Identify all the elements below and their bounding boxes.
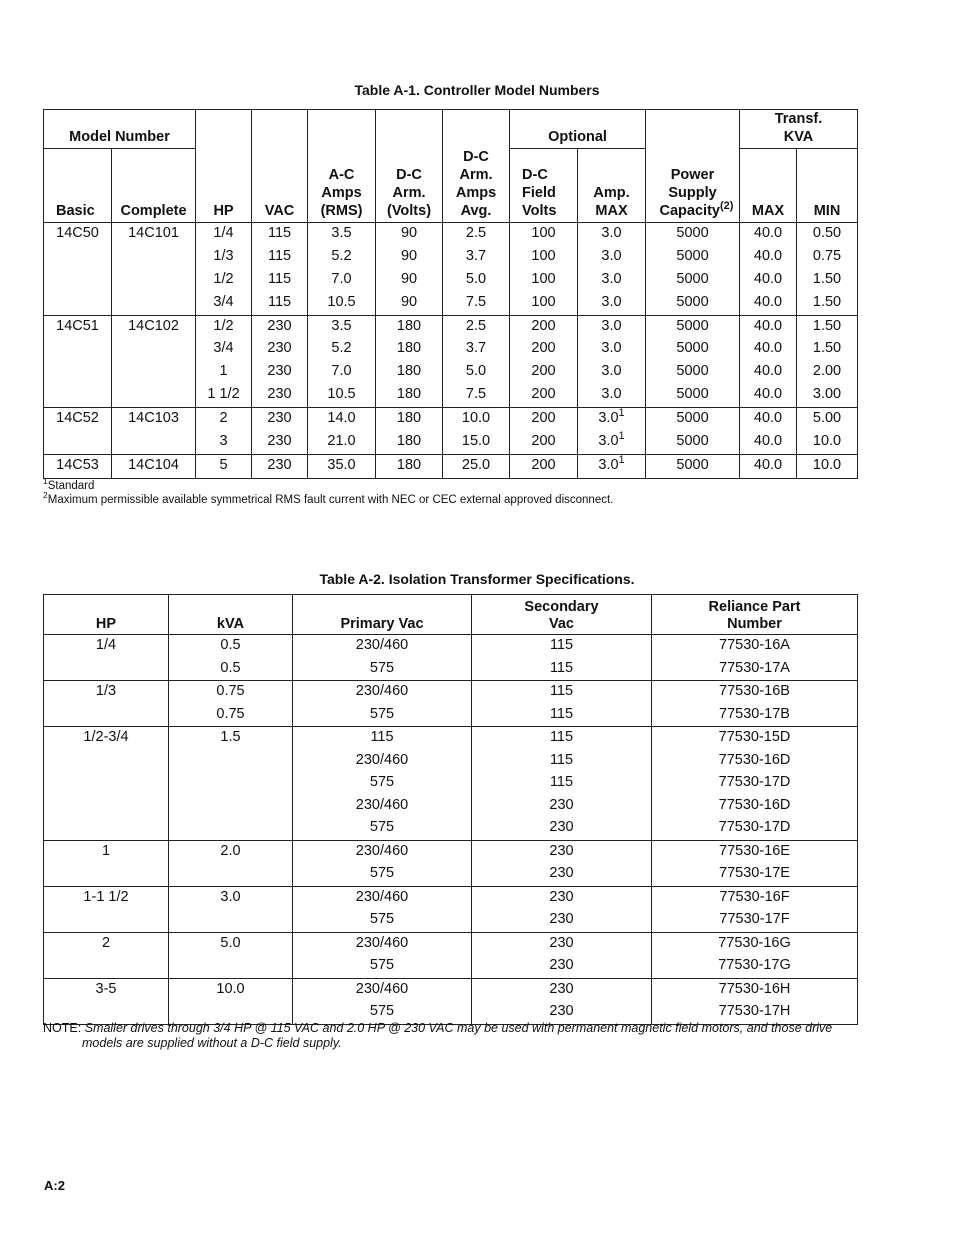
cell-basic <box>44 246 112 269</box>
table-row <box>44 978 858 1001</box>
table-row <box>44 750 858 773</box>
cell-kva: 1.5 <box>169 727 293 750</box>
cell-hp: 1/3 <box>44 681 169 704</box>
cell-ps: 5000 <box>646 292 740 315</box>
table-row <box>44 704 858 727</box>
power-supply-footnote-mark: (2) <box>719 200 734 213</box>
cell-dca: 7.5 <box>443 292 510 315</box>
table-row <box>44 658 858 681</box>
page-number: A:2 <box>44 1178 65 1193</box>
cell-vac: 230 <box>252 338 308 361</box>
header-ac-amps: A-C Amps (RMS) <box>308 110 376 223</box>
cell-complete <box>112 338 196 361</box>
t2-header-part: Reliance Part Number <box>652 595 858 635</box>
cell-min: 0.75 <box>797 246 858 269</box>
header-dc-arm-amps: D-C Arm. Amps Avg. <box>443 110 510 223</box>
cell-amp: 3.0 <box>578 338 646 361</box>
footnote-1: $^1$Standard <box>43 476 95 492</box>
table-row <box>44 408 858 431</box>
header-hp: HP <box>196 110 252 223</box>
cell-field: 200 <box>510 338 578 361</box>
cell-kva: 5.0 <box>169 932 293 955</box>
cell-hp <box>44 772 169 795</box>
cell-dcv: 90 <box>376 292 443 315</box>
cell-ps: 5000 <box>646 431 740 454</box>
cell-dcv: 180 <box>376 315 443 338</box>
cell-hp: 1-1 1/2 <box>44 886 169 909</box>
cell-hp: 1/4 <box>196 223 252 246</box>
cell-hp <box>44 704 169 727</box>
cell-hp <box>44 795 169 818</box>
cell-dcv: 180 <box>376 361 443 384</box>
cell-ps: 5000 <box>646 384 740 407</box>
cell-amp: 3.0 <box>578 361 646 384</box>
table-row <box>44 246 858 269</box>
header-min: MIN <box>797 149 858 223</box>
cell-max: 40.0 <box>740 338 797 361</box>
cell-hp: 5 <box>196 454 252 478</box>
cell-hp <box>44 909 169 932</box>
cell-ac: 14.0 <box>308 408 376 431</box>
isolation-transformer-table <box>43 594 858 1025</box>
cell-dca: 2.5 <box>443 223 510 246</box>
cell-ac: 3.5 <box>308 315 376 338</box>
header-basic: Basic <box>44 149 112 223</box>
cell-basic: 14C50 <box>44 223 112 246</box>
cell-dca: 3.7 <box>443 338 510 361</box>
cell-kva <box>169 750 293 773</box>
header-optional: Optional <box>510 110 646 149</box>
note <box>43 1021 843 1051</box>
cell-dcv: 90 <box>376 246 443 269</box>
cell-ac: 7.0 <box>308 361 376 384</box>
cell-field: 200 <box>510 315 578 338</box>
cell-secondary: 230 <box>472 1001 652 1024</box>
cell-ps: 5000 <box>646 338 740 361</box>
cell-part: 77530-16D <box>652 750 858 773</box>
cell-ps: 5000 <box>646 454 740 478</box>
cell-vac: 115 <box>252 269 308 292</box>
table-row <box>44 840 858 863</box>
cell-vac: 115 <box>252 292 308 315</box>
cell-amp: $3.0^1$ <box>578 431 646 454</box>
cell-dca: 3.7 <box>443 246 510 269</box>
table-row <box>44 795 858 818</box>
cell-basic <box>44 269 112 292</box>
cell-primary: 575 <box>293 1001 472 1024</box>
table-row <box>44 635 858 658</box>
cell-max: 40.0 <box>740 292 797 315</box>
cell-primary: 575 <box>293 658 472 681</box>
cell-hp: 1 <box>44 840 169 863</box>
cell-hp <box>44 863 169 886</box>
cell-ps: 5000 <box>646 223 740 246</box>
cell-ps: 5000 <box>646 269 740 292</box>
cell-hp: 3/4 <box>196 292 252 315</box>
cell-field: 100 <box>510 223 578 246</box>
cell-secondary: 115 <box>472 704 652 727</box>
note-label: NOTE: <box>43 1021 82 1035</box>
cell-secondary: 115 <box>472 681 652 704</box>
cell-amp: 3.0 <box>578 246 646 269</box>
footnote-2-mark: 2 <box>43 490 48 500</box>
cell-min: 3.00 <box>797 384 858 407</box>
cell-vac: 230 <box>252 408 308 431</box>
header-power-supply: Power Supply Capacity$^{(2)}$ <box>646 110 740 223</box>
table-row <box>44 223 858 246</box>
cell-primary: 115 <box>293 727 472 750</box>
cell-complete <box>112 431 196 454</box>
cell-kva: 3.0 <box>169 886 293 909</box>
cell-complete <box>112 384 196 407</box>
header-max: MAX <box>740 149 797 223</box>
t2-header-primary: Primary Vac <box>293 595 472 635</box>
cell-part: 77530-16E <box>652 840 858 863</box>
cell-hp: 2 <box>196 408 252 431</box>
cell-dcv: 180 <box>376 408 443 431</box>
cell-hp: 3 <box>196 431 252 454</box>
cell-complete <box>112 292 196 315</box>
cell-secondary: 115 <box>472 727 652 750</box>
cell-ac: 21.0 <box>308 431 376 454</box>
cell-hp: 1/4 <box>44 635 169 658</box>
cell-secondary: 230 <box>472 886 652 909</box>
footnote-mark: 1 <box>618 430 625 443</box>
cell-primary: 230/460 <box>293 795 472 818</box>
cell-basic <box>44 384 112 407</box>
cell-min: 1.50 <box>797 315 858 338</box>
cell-kva: 0.75 <box>169 681 293 704</box>
cell-dca: 5.0 <box>443 269 510 292</box>
note-line-1: Smaller drives through 3/4 HP @ 115 VAC and 2.0 HP @ 230 VAC may be used with permanent magnetic field motors, and those drive <box>84 1021 833 1035</box>
cell-vac: 115 <box>252 223 308 246</box>
cell-hp: 2 <box>44 932 169 955</box>
cell-amp: 3.0 <box>578 292 646 315</box>
cell-hp <box>44 750 169 773</box>
cell-min: 1.50 <box>797 292 858 315</box>
cell-kva <box>169 795 293 818</box>
cell-complete <box>112 246 196 269</box>
cell-secondary: 230 <box>472 932 652 955</box>
table-row <box>44 315 858 338</box>
cell-field: 200 <box>510 454 578 478</box>
cell-amp: 3.0 <box>578 223 646 246</box>
cell-part: 77530-17E <box>652 863 858 886</box>
cell-dca: 10.0 <box>443 408 510 431</box>
cell-vac: 115 <box>252 246 308 269</box>
cell-primary: 575 <box>293 772 472 795</box>
cell-min: 10.0 <box>797 431 858 454</box>
cell-primary: 230/460 <box>293 635 472 658</box>
cell-ac: 10.5 <box>308 384 376 407</box>
footnote-mark: 1 <box>618 407 625 420</box>
cell-min: 10.0 <box>797 454 858 478</box>
table-row <box>44 817 858 840</box>
cell-ac: 3.5 <box>308 223 376 246</box>
cell-primary: 575 <box>293 955 472 978</box>
cell-secondary: 230 <box>472 978 652 1001</box>
header-amp-max: Amp. MAX <box>578 149 646 223</box>
cell-min: 0.50 <box>797 223 858 246</box>
cell-part: 77530-16G <box>652 932 858 955</box>
cell-complete: 14C103 <box>112 408 196 431</box>
table-row <box>44 681 858 704</box>
header-dc-field-volts: D-C Field Volts <box>510 149 578 223</box>
cell-dca: 2.5 <box>443 315 510 338</box>
cell-primary: 575 <box>293 704 472 727</box>
cell-part: 77530-17G <box>652 955 858 978</box>
cell-field: 200 <box>510 361 578 384</box>
cell-part: 77530-17D <box>652 817 858 840</box>
cell-secondary: 230 <box>472 840 652 863</box>
cell-amp: 3.0 <box>578 269 646 292</box>
cell-secondary: 230 <box>472 909 652 932</box>
cell-basic <box>44 338 112 361</box>
cell-kva: 0.5 <box>169 635 293 658</box>
cell-max: 40.0 <box>740 315 797 338</box>
cell-dca: 15.0 <box>443 431 510 454</box>
cell-hp: 3-5 <box>44 978 169 1001</box>
cell-dca: 5.0 <box>443 361 510 384</box>
cell-hp: 3/4 <box>196 338 252 361</box>
cell-basic: 14C51 <box>44 315 112 338</box>
cell-max: 40.0 <box>740 246 797 269</box>
table-row <box>44 269 858 292</box>
note-line-2: models are supplied without a D-C field supply. <box>82 1036 342 1050</box>
cell-hp <box>44 955 169 978</box>
cell-hp <box>44 658 169 681</box>
table-row <box>44 955 858 978</box>
cell-kva <box>169 863 293 886</box>
cell-kva: 10.0 <box>169 978 293 1001</box>
cell-min: 1.50 <box>797 338 858 361</box>
cell-secondary: 115 <box>472 635 652 658</box>
cell-vac: 230 <box>252 431 308 454</box>
cell-part: 77530-15D <box>652 727 858 750</box>
cell-part: 77530-17A <box>652 658 858 681</box>
table1-caption: Table A-1. Controller Model Numbers <box>354 82 600 98</box>
cell-dcv: 180 <box>376 454 443 478</box>
cell-basic: 14C52 <box>44 408 112 431</box>
cell-max: 40.0 <box>740 269 797 292</box>
cell-secondary: 115 <box>472 750 652 773</box>
cell-part: 77530-17H <box>652 1001 858 1024</box>
cell-min: 1.50 <box>797 269 858 292</box>
cell-vac: 230 <box>252 315 308 338</box>
cell-primary: 575 <box>293 863 472 886</box>
cell-kva: 0.5 <box>169 658 293 681</box>
cell-ps: 5000 <box>646 246 740 269</box>
cell-vac: 230 <box>252 384 308 407</box>
cell-part: 77530-17B <box>652 704 858 727</box>
cell-dcv: 180 <box>376 384 443 407</box>
cell-secondary: 230 <box>472 955 652 978</box>
cell-part: 77530-17D <box>652 772 858 795</box>
cell-min: 5.00 <box>797 408 858 431</box>
cell-ps: 5000 <box>646 408 740 431</box>
cell-field: 200 <box>510 431 578 454</box>
cell-part: 77530-16F <box>652 886 858 909</box>
header-vac: VAC <box>252 110 308 223</box>
cell-ac: 35.0 <box>308 454 376 478</box>
cell-primary: 230/460 <box>293 681 472 704</box>
cell-field: 100 <box>510 292 578 315</box>
cell-primary: 575 <box>293 909 472 932</box>
table-row <box>44 863 858 886</box>
cell-ac: 10.5 <box>308 292 376 315</box>
cell-kva: 0.75 <box>169 704 293 727</box>
header-complete: Complete <box>112 149 196 223</box>
t2-header-kva: kVA <box>169 595 293 635</box>
cell-field: 100 <box>510 269 578 292</box>
cell-min: 2.00 <box>797 361 858 384</box>
cell-basic <box>44 292 112 315</box>
cell-part: 77530-16H <box>652 978 858 1001</box>
table-row <box>44 292 858 315</box>
cell-part: 77530-16D <box>652 795 858 818</box>
footnote-1-mark: 1 <box>43 476 48 486</box>
cell-dcv: 180 <box>376 431 443 454</box>
cell-dcv: 90 <box>376 269 443 292</box>
cell-amp: 3.0 <box>578 384 646 407</box>
cell-primary: 575 <box>293 817 472 840</box>
table-row <box>44 932 858 955</box>
cell-max: 40.0 <box>740 454 797 478</box>
table-row <box>44 909 858 932</box>
cell-primary: 230/460 <box>293 932 472 955</box>
cell-kva: 2.0 <box>169 840 293 863</box>
cell-ac: 5.2 <box>308 246 376 269</box>
header-model-number: Model Number <box>44 110 196 149</box>
table-row <box>44 338 858 361</box>
table-row <box>44 384 858 407</box>
cell-part: 77530-16B <box>652 681 858 704</box>
cell-dcv: 180 <box>376 338 443 361</box>
cell-primary: 230/460 <box>293 886 472 909</box>
table-row <box>44 361 858 384</box>
cell-ps: 5000 <box>646 315 740 338</box>
table-row <box>44 431 858 454</box>
cell-kva <box>169 817 293 840</box>
cell-field: 100 <box>510 246 578 269</box>
table-row <box>44 727 858 750</box>
cell-basic: 14C53 <box>44 454 112 478</box>
cell-dca: 7.5 <box>443 384 510 407</box>
cell-hp: 1/2 <box>196 269 252 292</box>
cell-amp: $3.0^1$ <box>578 454 646 478</box>
cell-max: 40.0 <box>740 223 797 246</box>
cell-secondary: 115 <box>472 772 652 795</box>
cell-part: 77530-17F <box>652 909 858 932</box>
cell-secondary: 230 <box>472 795 652 818</box>
table-row <box>44 454 858 478</box>
controller-model-table <box>43 109 858 479</box>
cell-kva <box>169 955 293 978</box>
table2-caption: Table A-2. Isolation Transformer Specifications. <box>319 571 635 587</box>
cell-hp: 1/2-3/4 <box>44 727 169 750</box>
cell-max: 40.0 <box>740 384 797 407</box>
cell-complete: 14C104 <box>112 454 196 478</box>
cell-hp: 1 1/2 <box>196 384 252 407</box>
cell-vac: 230 <box>252 454 308 478</box>
cell-amp: $3.0^1$ <box>578 408 646 431</box>
header-transf-kva: Transf. KVA <box>740 110 858 149</box>
cell-dcv: 90 <box>376 223 443 246</box>
t2-header-hp: HP <box>44 595 169 635</box>
cell-hp: 1/2 <box>196 315 252 338</box>
table-row <box>44 886 858 909</box>
table-row <box>44 772 858 795</box>
cell-primary: 230/460 <box>293 840 472 863</box>
cell-complete <box>112 269 196 292</box>
cell-hp <box>44 817 169 840</box>
cell-field: 200 <box>510 408 578 431</box>
cell-field: 200 <box>510 384 578 407</box>
cell-ac: 7.0 <box>308 269 376 292</box>
cell-max: 40.0 <box>740 361 797 384</box>
cell-basic <box>44 361 112 384</box>
cell-secondary: 230 <box>472 863 652 886</box>
cell-primary: 230/460 <box>293 978 472 1001</box>
cell-ac: 5.2 <box>308 338 376 361</box>
t2-header-secondary: Secondary Vac <box>472 595 652 635</box>
cell-kva <box>169 909 293 932</box>
cell-complete: 14C102 <box>112 315 196 338</box>
cell-dca: 25.0 <box>443 454 510 478</box>
cell-amp: 3.0 <box>578 315 646 338</box>
cell-complete <box>112 361 196 384</box>
cell-primary: 230/460 <box>293 750 472 773</box>
cell-max: 40.0 <box>740 408 797 431</box>
cell-max: 40.0 <box>740 431 797 454</box>
cell-ps: 5000 <box>646 361 740 384</box>
cell-vac: 230 <box>252 361 308 384</box>
footnote-2: $^2$Maximum permissible available symmetrical RMS fault current with NEC or CEC external approved disconnect. <box>43 490 614 506</box>
cell-hp: 1/3 <box>196 246 252 269</box>
cell-secondary: 230 <box>472 817 652 840</box>
footnote-mark: 1 <box>618 454 625 467</box>
header-dc-arm-volts: D-C Arm. (Volts) <box>376 110 443 223</box>
cell-secondary: 115 <box>472 658 652 681</box>
cell-basic <box>44 431 112 454</box>
cell-hp: 1 <box>196 361 252 384</box>
cell-kva <box>169 772 293 795</box>
cell-part: 77530-16A <box>652 635 858 658</box>
cell-complete: 14C101 <box>112 223 196 246</box>
